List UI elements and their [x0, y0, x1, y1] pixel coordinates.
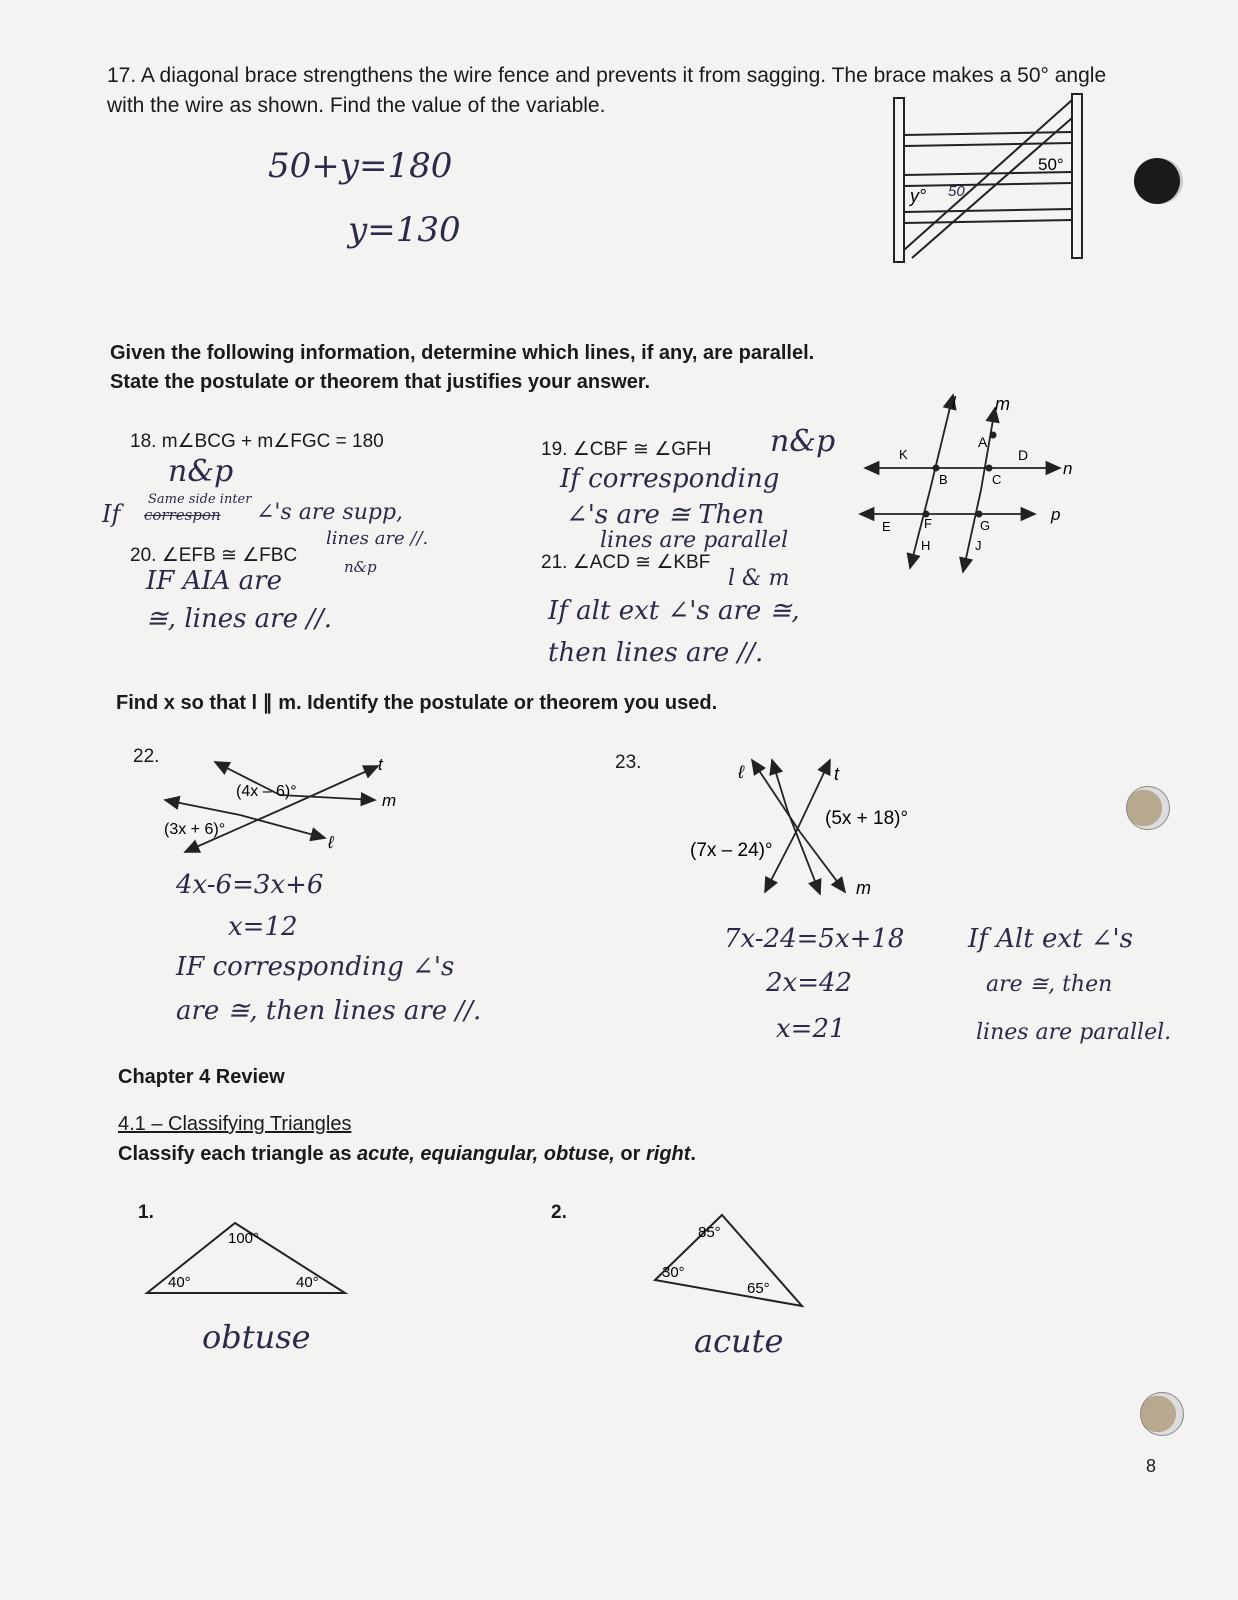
label-A: A: [978, 434, 988, 450]
tri2-right-angle: 65°: [747, 1280, 770, 1297]
fence-wire-3b: [904, 220, 1072, 223]
instruction-last: right: [645, 1143, 691, 1165]
fence-post-left: [894, 98, 904, 262]
q18-answer-rest: ∠'s are supp,: [256, 500, 404, 525]
q23-angle-1: (5x + 18)°: [825, 808, 909, 829]
binder-hole-1: [1134, 158, 1180, 204]
problem-17-work-1: 50+y=180: [268, 146, 453, 186]
q21-answer-lines: l & m: [728, 566, 790, 591]
label-E: E: [882, 519, 891, 534]
tri1-right-angle: 40°: [296, 1274, 319, 1291]
q21-prompt: 21. ∠ACD ≅ ∠KBF: [541, 552, 711, 573]
label-G: G: [980, 518, 991, 533]
fence-post-right: [1072, 94, 1082, 258]
tri2-shape: [655, 1215, 802, 1306]
q22-line-l-left: [165, 800, 240, 815]
q23-spacer2: [770, 762, 790, 832]
fence-hand-50: 50: [948, 183, 965, 200]
q23-work-2: 2x=42: [766, 968, 853, 998]
parallel-heading-2: State the postulate or theorem that justifies your answer.: [110, 371, 651, 393]
classify-instruction: [118, 1143, 696, 1166]
q18-answer-if: If: [102, 500, 121, 528]
q23-reason-1: If Alt ext ∠'s: [968, 924, 1134, 954]
q22-number: 22.: [133, 746, 160, 767]
fence-wire-1b: [904, 143, 1072, 146]
q19-answer-3: lines are parallel: [600, 528, 789, 553]
section-title: 4.1 – Classifying Triangles: [118, 1113, 352, 1135]
fence-angle-50: 50°: [1038, 155, 1064, 174]
tri1-number: 1.: [138, 1202, 154, 1223]
binder-hole-2: [1126, 786, 1170, 830]
q23-label-t: t: [834, 764, 840, 784]
q23-work-1: 7x-24=5x+18: [724, 924, 905, 954]
find-x-heading: Find x so that l ∥ m. Identify the postulate or theorem you used.: [116, 692, 718, 714]
q22-reason-1: IF corresponding ∠'s: [176, 952, 455, 982]
q18-prompt: 18. m∠BCG + m∠FGC = 180: [130, 431, 384, 452]
q18-answer-cross: correspon: [144, 506, 221, 524]
q23-label-l: ℓ: [738, 762, 744, 782]
label-m: m: [995, 394, 1010, 414]
tri2-figure: [650, 1205, 810, 1315]
q19-answer-2: ∠'s are ≅ Then: [566, 500, 765, 530]
fence-figure: [890, 90, 1090, 265]
point-G: [976, 511, 983, 518]
tri2-left-angle: 30°: [662, 1264, 685, 1281]
label-K: K: [899, 447, 908, 462]
q23-line-m-up: [772, 760, 788, 812]
fence-brace-2: [912, 118, 1072, 258]
fence-wire-3: [904, 209, 1072, 212]
q20-answer-lines: n&p: [344, 558, 377, 576]
label-l: l: [952, 393, 956, 412]
tri1-figure: [140, 1210, 360, 1300]
q22-label-t: t: [378, 755, 383, 774]
chapter-title: Chapter 4 Review: [118, 1066, 285, 1088]
label-F: F: [924, 516, 932, 531]
parallel-lines-figure: [855, 390, 1075, 580]
tri1-answer: obtuse: [202, 1318, 311, 1356]
q22-reason-2: are ≅, then lines are //.: [176, 996, 482, 1026]
instruction-end: .: [690, 1143, 696, 1165]
q22-angle-2: (3x + 6)°: [164, 821, 226, 838]
page-number: 8: [1146, 1456, 1157, 1476]
point-A: [990, 432, 997, 439]
q23-reason-3: lines are parallel.: [976, 1020, 1172, 1045]
q20-answer-1: IF AIA are: [146, 566, 282, 596]
tri2-answer: acute: [694, 1322, 784, 1360]
tri2-number: 2.: [551, 1202, 567, 1223]
q23-figure: [680, 752, 950, 902]
point-C: [986, 465, 993, 472]
problem-17-line1: 17. A diagonal brace strengthens the wire fence and prevents it from sagging. The brace makes a 50° angle: [107, 64, 1107, 87]
q22-work-2: x=12: [228, 912, 298, 942]
instruction-prefix: Classify each triangle as: [118, 1143, 358, 1165]
instruction-options: acute, equiangular, obtuse,: [357, 1143, 615, 1165]
tri1-left-angle: 40°: [168, 1274, 191, 1291]
parallel-heading: [110, 342, 814, 394]
instruction-or: or: [614, 1143, 646, 1165]
q22-label-l: ℓ: [328, 833, 334, 852]
label-J: J: [975, 538, 982, 553]
problem-17-work-2: y=130: [348, 210, 461, 250]
label-D: D: [1018, 447, 1029, 463]
point-B: [933, 465, 940, 472]
q21-answer-1: If alt ext ∠'s are ≅,: [548, 596, 800, 626]
fence-wire-1: [904, 132, 1072, 135]
q22-figure: [160, 750, 410, 860]
problem-17-line2: with the wire as shown. Find the value of the variable.: [107, 94, 606, 117]
label-n: n: [1063, 459, 1073, 478]
q22-work-1: 4x-6=3x+6: [176, 870, 324, 900]
q18-answer-rest2: lines are //.: [326, 528, 429, 549]
q22-line-l-right: [240, 815, 325, 838]
q20-answer-2: ≅, lines are //.: [146, 604, 333, 634]
label-C: C: [992, 472, 1002, 487]
q22-angle-1: (4x – 6)°: [236, 783, 297, 800]
binder-hole-3: [1140, 1392, 1184, 1436]
tri1-top-angle: 100°: [228, 1230, 260, 1247]
tri2-top-angle: 85°: [698, 1224, 721, 1241]
label-B: B: [939, 472, 948, 487]
fence-wire-2b: [904, 183, 1072, 186]
q23-reason-2: are ≅, then: [986, 972, 1113, 997]
q23-number: 23.: [615, 752, 642, 773]
q23-label-m: m: [856, 878, 871, 898]
label-p: p: [1051, 505, 1061, 524]
parallel-heading-1: Given the following information, determine which lines, if any, are parallel.: [110, 342, 815, 364]
q18-answer-lines: n&p: [168, 454, 234, 489]
q19-prompt: 19. ∠CBF ≅ ∠GFH: [541, 439, 712, 460]
q23-work-3: x=21: [776, 1014, 846, 1044]
label-H: H: [921, 538, 931, 553]
q18-answer-small: Same side inter: [148, 492, 252, 507]
q22-label-m: m: [382, 791, 397, 810]
q23-angle-2: (7x – 24)°: [690, 840, 773, 861]
q21-answer-2: then lines are //.: [548, 638, 764, 668]
fence-angle-y: y°: [910, 186, 927, 206]
line-m-down: [963, 490, 981, 572]
q20-prompt: 20. ∠EFB ≅ ∠FBC: [130, 545, 298, 566]
q19-answer-lines: n&p: [770, 424, 836, 459]
q19-answer-1: If corresponding: [560, 464, 780, 494]
